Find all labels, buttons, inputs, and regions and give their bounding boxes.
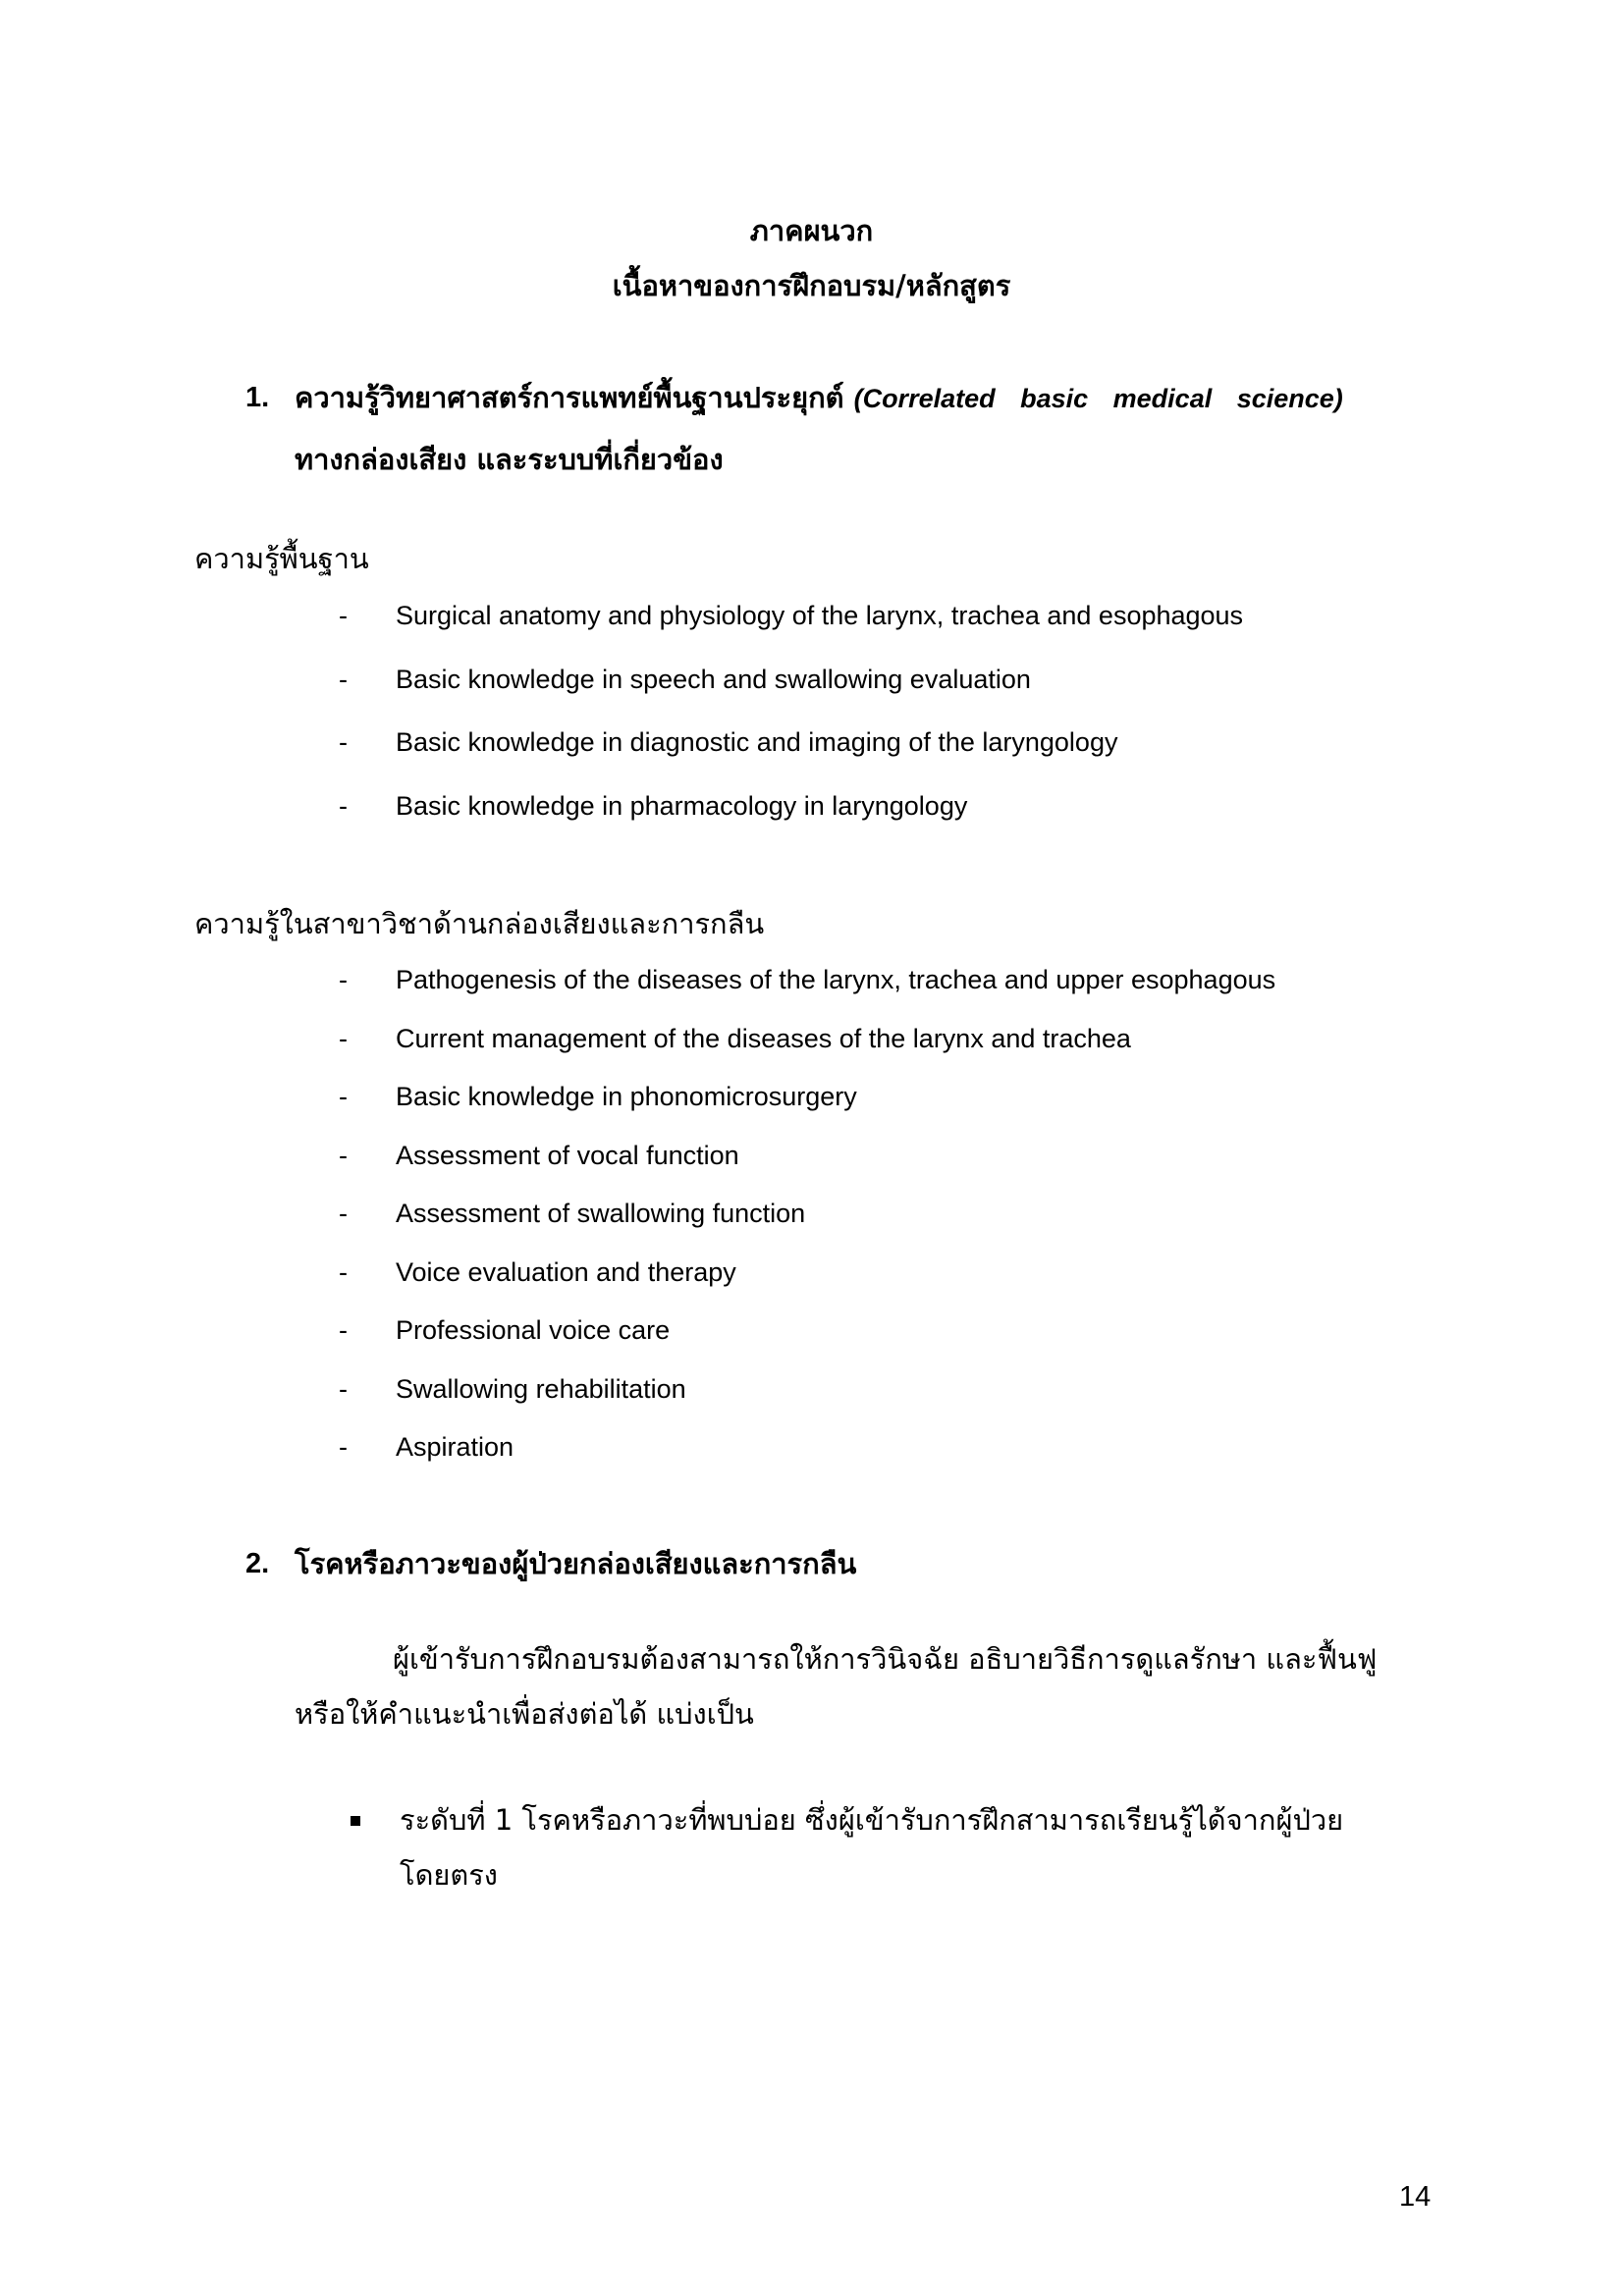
section-2-number: 2. xyxy=(245,1548,270,1579)
section-1-number: 1. xyxy=(245,382,270,413)
specialty-knowledge-heading: ความรู้ในสาขาวิชาด้านกล่องเสียงและการกลืน xyxy=(194,907,765,940)
dash-marker: - xyxy=(339,1199,348,1228)
appendix-title: ภาคผนวก xyxy=(749,214,874,247)
section-2-title: โรคหรือภาวะของผู้ป่วยกล่องเสียงและการกลืน xyxy=(295,1547,857,1580)
section-1-heading xyxy=(245,367,1443,490)
dash-marker: - xyxy=(339,790,348,821)
page-number: 14 xyxy=(1399,2181,1432,2213)
document-page: ภาคผนวก เนื้อหาของการฝึกอบรม/หลักสูตร 1. ความรู้วิทยาศาสตร์การแพทย์พื้นฐานประยุกต์ (Correlated basic medical science) ทางกล่องเสียง และระบบที่เกี่ยวข้อง ความรู้พื้นฐาน - Surgical anatomy and physiology of the larynx, trachea and esophagous - Basic knowledge in speech and swallowing evaluation - Basic knowledge in diagnostic and imaging of the laryngology - Basic knowledge in pharmacology in laryngology ความรู้ในสาขาวิชาด้านกล่องเสียงและการกลืน - Pathogenesis of the diseases of the larynx, trachea and upper esophagous - Current management of the diseases of the larynx and trachea - Basic knowledge in phonomicrosurgery - Assessment of vocal function - Assessment of swallowing function - Voice evaluation and therapy - Professional voice care - Swallowing rehabilitation - Aspiration 2. โรคหรือภาวะของผู้ป่วยกล่องเสียงและการกลืน ผู้เข้ารับการฝึกอบรมต้องสามารถให้การวินิจฉัย อธิบายวิธีการดูแลรักษา และฟื้นฟูหรือให้คำแนะนำเพื่อส่งต่อได้ แบ่งเป็น ระดับที่ 1 โรคหรือภาวะที่พบบ่อย ซึ่งผู้เข้ารับการฝึกสามารถเรียนรู้ได้จากผู้ป่วยโดยตรง 14 xyxy=(0,0,1623,2296)
dash-marker: - xyxy=(339,664,348,694)
appendix-subtitle: เนื้อหาของการฝึกอบรม/หลักสูตร xyxy=(612,269,1011,302)
section-1-title-thai-cont: ทางกล่องเสียง และระบบที่เกี่ยวข้อง xyxy=(295,443,724,476)
section-1-title-english: (Correlated basic medical science) xyxy=(853,384,1343,413)
dash-marker: - xyxy=(339,1140,348,1170)
basic-knowledge-heading: ความรู้พื้นฐาน xyxy=(194,542,369,575)
section-2-heading xyxy=(245,1533,1443,1594)
square-bullet-icon xyxy=(351,1816,360,1826)
level-1-bullet xyxy=(351,1792,1391,1902)
dash-marker: - xyxy=(339,1373,348,1404)
section-1-title-thai: ความรู้วิทยาศาสตร์การแพทย์พื้นฐานประยุกต์ xyxy=(295,381,844,414)
dash-marker: - xyxy=(339,1432,348,1462)
dash-marker: - xyxy=(339,1256,348,1287)
dash-marker: - xyxy=(339,727,348,757)
level-1-text: ระดับที่ 1 โรคหรือภาวะที่พบบ่อย ซึ่งผู้เข้ารับการฝึกสามารถเรียนรู้ได้จากผู้ป่วยโดยตรง xyxy=(400,1803,1344,1892)
dash-marker: - xyxy=(339,1315,348,1345)
dash-marker: - xyxy=(339,601,348,630)
section-2-paragraph: ผู้เข้ารับการฝึกอบรมต้องสามารถให้การวินิจฉัย อธิบายวิธีการดูแลรักษา และฟื้นฟูหรือให้คำแนะนำเพื่อส่งต่อได้ แบ่งเป็น xyxy=(295,1642,1378,1731)
section-1-title xyxy=(295,367,1443,490)
dash-marker: - xyxy=(339,1082,348,1111)
dash-marker: - xyxy=(339,965,348,994)
dash-marker: - xyxy=(339,1023,348,1053)
